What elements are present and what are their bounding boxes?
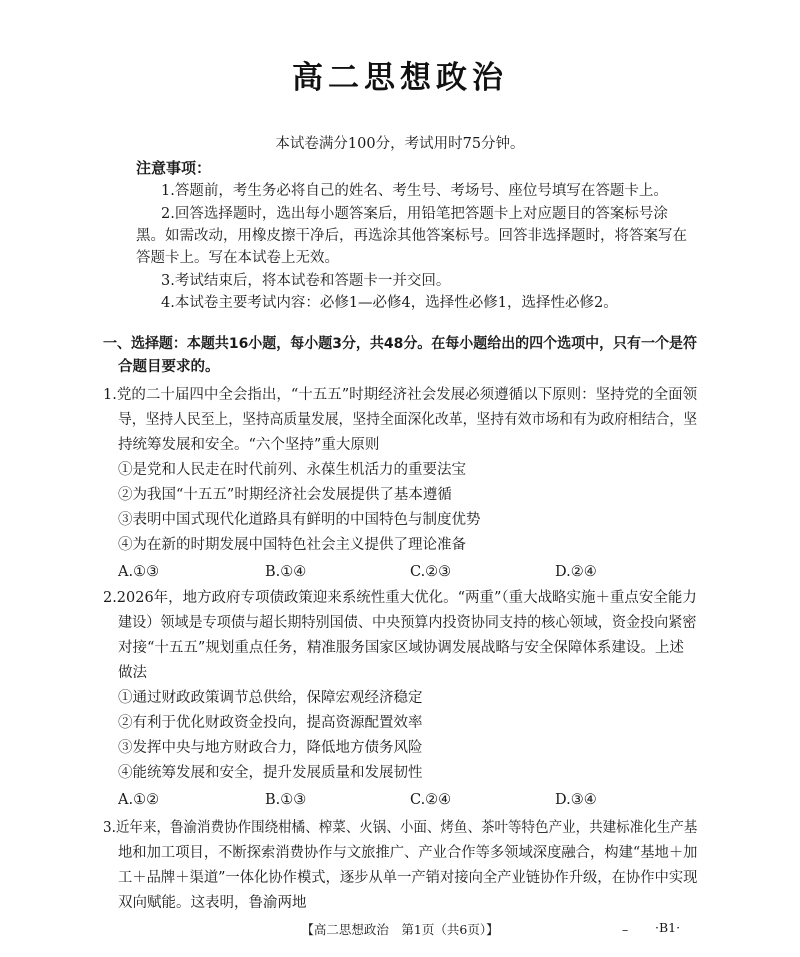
option-a[interactable]: A.①② <box>118 792 160 808</box>
notice-item: 1.答题前，考生务必将自己的姓名、考生号、考场号、座位号填写在答题卡上。 <box>161 183 668 199</box>
option-b[interactable]: B.①③ <box>265 792 307 808</box>
page-title: 高二思想政治 <box>292 60 508 96</box>
question-2-statement: ③发挥中央与地方财政合力，降低地方债务风险 <box>118 740 423 756</box>
notice-heading: 注意事项： <box>136 159 212 177</box>
footer-page-info: 【高二思想政治 第1页（共6页）】 <box>301 922 499 937</box>
question-3-text: 3.近年来，鲁渝消费协作围绕柑橘、榨菜、火锅、小面、烤鱼、茶叶等特色产业，共建标准化生产基 <box>103 820 698 836</box>
section-heading: 一、选择题：本题共16小题，每小题3分，共48分。在每小题给出的四个选项中，只有一个是符 <box>103 336 697 352</box>
section-heading-cont: 合题目要求的。 <box>118 359 220 375</box>
question-1-statement: ②为我国“十五五”时期经济社会发展提供了基本遵循 <box>118 487 452 503</box>
option-c[interactable]: C.②④ <box>410 792 452 808</box>
question-2-text: 建设）领域是专项债与超长期特别国债、中央预算内投资协同支持的核心领域，资金投向紧密 <box>118 615 697 631</box>
option-d[interactable]: D.②④ <box>555 564 597 580</box>
question-3-text: 工＋品牌＋渠道”一体化协作模式，逐步从单一产销对接向全产业链协作升级，在协作中实现 <box>118 870 698 886</box>
question-2-statement: ①通过财政政策调节总供给，保障宏观经济稳定 <box>118 690 423 706</box>
notice-item: 答题卡上。写在本试卷上无效。 <box>136 250 339 266</box>
question-1-statement: ④为在新的时期发展中国特色社会主义提供了理论准备 <box>118 537 466 553</box>
option-b[interactable]: B.①④ <box>265 564 307 580</box>
notice-item: 4.本试卷主要考试内容：必修1—必修4，选择性必修1，选择性必修2。 <box>161 295 618 311</box>
option-d[interactable]: D.③④ <box>555 792 597 808</box>
option-a[interactable]: A.①③ <box>118 564 160 580</box>
footer-code: ·B1· <box>655 920 681 935</box>
notice-item: 2.回答选择题时，选出每小题答案后，用铅笔把答题卡上对应题目的答案标号涂 <box>161 206 668 222</box>
question-3-text: 双向赋能。这表明，鲁渝两地 <box>118 895 307 911</box>
footer-dash: – <box>622 922 629 937</box>
notice-item: 3.考试结束后，将本试卷和答题卡一并交回。 <box>161 273 451 289</box>
question-2-text: 对接“十五五”规划重点任务，精准服务国家区域协调发展战略与安全保障体系建设。上述 <box>118 640 684 656</box>
question-3-text: 地和加工项目，不断探索消费协作与文旅推广、产业合作等多领域深度融合，构建“基地＋加 <box>118 845 698 861</box>
exam-info: 本试卷满分100分，考试用时75分钟。 <box>275 136 525 152</box>
question-2-text: 2.2026年，地方政府专项债政策迎来系统性重大优化。“两重”（重大战略实施＋重点安全能力 <box>103 590 697 606</box>
question-1-statement: ③表明中国式现代化道路具有鲜明的中国特色与制度优势 <box>118 512 481 528</box>
question-2-text: 做法 <box>118 665 147 681</box>
question-1-text: 1.党的二十届四中全会指出，“十五五”时期经济社会发展必须遵循以下原则：坚持党的全面领 <box>103 387 698 403</box>
question-2-statement: ④能统筹发展和安全，提升发展质量和发展韧性 <box>118 765 423 781</box>
question-2-statement: ②有利于优化财政资金投向，提高资源配置效率 <box>118 715 423 731</box>
notice-item: 黑。如需改动，用橡皮擦干净后，再选涂其他答案标号。回答非选择题时，将答案写在 <box>136 228 687 244</box>
question-1-text: 导，坚持人民至上，坚持高质量发展，坚持全面深化改革，坚持有效市场和有为政府相结合，坚 <box>118 412 697 428</box>
option-c[interactable]: C.②③ <box>410 564 452 580</box>
question-1-statement: ①是党和人民走在时代前列、永葆生机活力的重要法宝 <box>118 462 466 478</box>
question-1-text: 持统筹发展和安全。“六个坚持”重大原则 <box>118 437 380 453</box>
